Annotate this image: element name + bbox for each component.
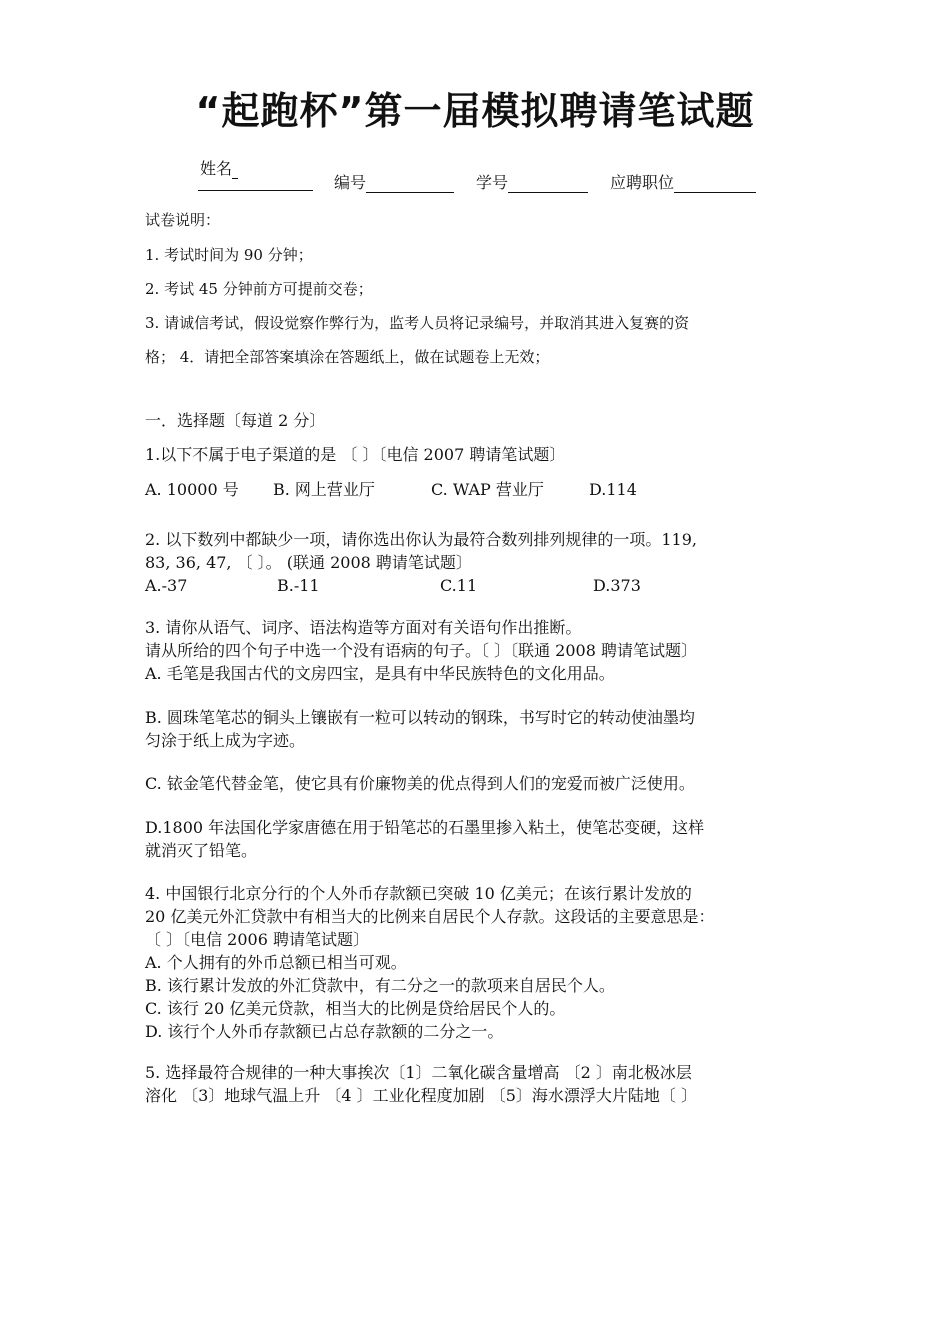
question-3: 3. 请你从语气、词序、语法构造等方面对有关语句作出推断。 请从所给的四个句子中选一个没有语病的句子。〔 〕〔联通 2008 聘请笔试题〕 A. 毛笔是我国古代的文房四宝，是具有中华民族特色的文化用品。: [145, 616, 810, 685]
question-4: 4. 中国银行北京分行的个人外币存款额已突破 10 亿美元；在该行累计发放的 20 亿美元外汇贷款中有相当大的比例来自居民个人存款。这段话的主要意思是： 〔 〕〔电信 2006 聘请笔试题〕 A. 个人拥有的外币总额已相当可观。 B. 该行累计发放的外汇贷款中，有二分之一的款项来自居民个人。 C. 该行 20 亿美元贷款，相当大的比例是贷给居民个人的。 D. 该行个人外币存款额已占总存款额的二分之一。: [145, 882, 810, 1043]
q4-option-d[interactable]: D. 该行个人外币存款额已占总存款额的二分之一。: [145, 1022, 504, 1041]
q3-option-c[interactable]: C. 铱金笔代替金笔，使它具有价廉物美的优点得到人们的宠爱而被广泛使用。: [145, 774, 695, 793]
question-1-options: [145, 478, 810, 501]
q1-option-a[interactable]: A. 10000 号: [145, 480, 239, 499]
name-field: [200, 156, 238, 179]
q2-option-b[interactable]: B.-11: [277, 576, 320, 595]
number-blank[interactable]: [366, 174, 454, 193]
instruction-item-1: 1. 考试时间为 90 分钟；: [145, 246, 313, 264]
q1-option-c[interactable]: C. WAP 营业厅: [431, 480, 544, 499]
number-field: [334, 170, 454, 193]
question-2: 2. 以下数列中都缺少一项，请你选出你认为最符合数列排列规律的一项。119, 83, 36, 47, 〔 〕。 (联通 2008 聘请笔试题〕 A.-37 B.-11 C.11 D.373: [145, 528, 810, 597]
q3-option-a[interactable]: A. 毛笔是我国古代的文房四宝，是具有中华民族特色的文化用品。: [145, 664, 615, 683]
student-id-label: 学号: [476, 173, 509, 192]
q4-option-a[interactable]: A. 个人拥有的外币总额已相当可观。: [145, 953, 407, 972]
position-label: 应聘职位: [610, 173, 675, 192]
question-1-stem: 1.以下不属于电子渠道的是 〔 〕〔电信 2007 聘请笔试题〕: [145, 445, 566, 464]
q3-option-d[interactable]: D.1800 年法国化学家唐德在用于铅笔芯的石墨里掺入粘土，使笔芯变硬，这样 就消灭了铅笔。: [145, 818, 705, 860]
candidate-info-row: [0, 150, 950, 200]
instructions: [145, 209, 810, 232]
q4-option-b[interactable]: B. 该行累计发放的外汇贷款中，有二分之一的款项来自居民个人。: [145, 976, 615, 995]
position-blank[interactable]: [674, 174, 756, 193]
q2-option-c[interactable]: C.11: [440, 576, 478, 595]
q4-option-c[interactable]: C. 该行 20 亿美元贷款，相当大的比例是贷给居民个人的。: [145, 999, 566, 1018]
name-underline[interactable]: [198, 190, 313, 191]
instruction-item-3: 3. 请诚信考试，假设觉察作弊行为，监考人员将记录编号，并取消其进入复赛的资: [145, 314, 690, 332]
instruction-item-3-cont: 格； 4．请把全部答案填涂在答题纸上，做在试题卷上无效；: [145, 348, 550, 366]
name-label: 姓名: [200, 159, 233, 178]
question-2-options: [145, 574, 810, 597]
exam-title: “起跑杯”第一届模拟聘请笔试题: [195, 89, 755, 133]
q3-option-b[interactable]: B. 圆珠笔笔芯的铜头上镶嵌有一粒可以转动的钢珠，书写时它的转动使油墨均 匀涂于纸上成为字迹。: [145, 708, 695, 750]
q2-option-d[interactable]: D.373: [593, 576, 641, 595]
question-5: 5. 选择最符合规律的一种大事挨次〔1〕二氧化碳含量增高 〔2 〕南北极冰层 溶化 〔3〕地球气温上升 〔4 〕工业化程度加剧 〔5〕海水漂浮大片陆地〔 〕: [145, 1063, 697, 1105]
q1-option-d[interactable]: D.114: [589, 480, 637, 499]
q2-option-a[interactable]: A.-37: [145, 576, 188, 595]
student-id-field: [476, 170, 588, 193]
name-blank[interactable]: [232, 160, 238, 179]
number-label: 编号: [334, 173, 367, 192]
position-field: [610, 170, 756, 193]
instructions-heading: 试卷说明：: [145, 211, 221, 229]
instruction-item-2: 2. 考试 45 分钟前方可提前交卷；: [145, 280, 373, 298]
section-1-heading: 一．选择题〔每道 2 分〕: [145, 411, 326, 430]
student-id-blank[interactable]: [508, 174, 588, 193]
question-1: [145, 443, 810, 501]
q1-option-b[interactable]: B. 网上营业厅: [273, 480, 375, 499]
